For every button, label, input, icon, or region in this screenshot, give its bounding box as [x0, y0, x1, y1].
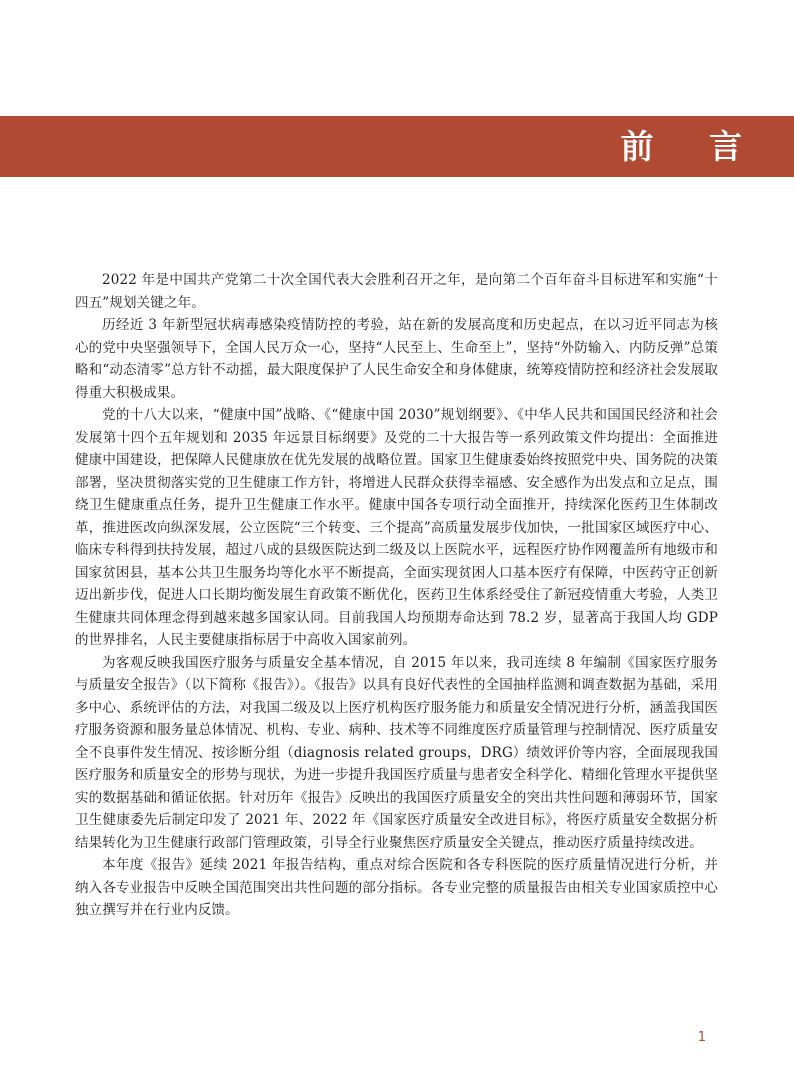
page-title: 前 言: [620, 127, 764, 166]
paragraph: 党的十八大以来，“健康中国”战略、《“健康中国 2030”规划纲要》、《中华人民共和国国民经济和社会发展第十四个五年规划和 2035 年远景目标纲要》及党的二十大报告等一系列政策文件均提出：全面推进健康中国建设，把保障人民健康放在优先发展的战略位置。国家卫生健康委始终按照党中央、国务院的决策部署，坚决贯彻落实党的卫生健康工作方针，将增进人民群众获得幸福感、安全感作为出发点和立足点，围绕卫生健康重点任务，提升卫生健康工作水平。健康中国各专项行动全面推开，持续深化医药卫生体制改革，推进医改向纵深发展，公立医院“三个转变、三个提高”高质量发展步伐加快，一批国家区域医疗中心、临床专科得到扶持发展，超过八成的县级医院达到二级及以上医院水平，远程医疗协作网覆盖所有地级市和国家贫困县，基本公共卫生服务均等化水平不断提高，全面实现贫困人口基本医疗有保障，中医药守正创新迈出新步伐，促进人口长期均衡发展生育政策不断优化，医药卫生体系经受住了新冠疫情重大考验，人类卫生健康共同体理念得到越来越多国家认同。目前我国人均预期寿命达到 78.2 岁，显著高于我国人均 GDP 的世界排名，人民主要健康指标居于中高收入国家前列。: [75, 407, 718, 648]
page-number: 1: [697, 1030, 706, 1045]
paragraph: 为客观反映我国医疗服务与质量安全基本情况，自 2015 年以来，我司连续 8 年编制《国家医疗服务与质量安全报告》（以下简称《报告》）。《报告》以具有良好代表性的全国抽样监测和调查数据为基础，采用多中心、系统评估的方法，对我国二级及以上医疗机构医疗服务能力和质量安全情况进行分析，涵盖我国医疗服务资源和服务量总体情况、机构、专业、病种、技术等不同维度医疗质量管理与控制情况、医疗质量安全不良事件发生情况、按诊断分组（diagnosis related groups，DRG）绩效评价等内容，全面展现我国医疗服务和质量安全的形势与现状，为进一步提升我国医疗质量与患者安全科学化、精细化管理水平提供坚实的数据基础和循证依据。针对历年《报告》反映出的我国医疗质量安全的突出共性问题和薄弱环节，国家卫生健康委先后制定印发了 2021 年、2022 年《国家医疗质量安全改进目标》，将医疗质量安全数据分析结果转化为卫生健康行政部门管理政策，引导全行业聚焦医疗质量安全关键点，推动医疗质量持续改进。: [75, 654, 718, 851]
preface-body: [75, 269, 718, 922]
paragraph: 2022 年是中国共产党第二十次全国代表大会胜利召开之年，是向第二个百年奋斗目标进军和实施“十四五”规划关键之年。: [75, 272, 718, 311]
paragraph: 本年度《报告》延续 2021 年报告结构，重点对综合医院和各专科医院的医疗质量情况进行分析，并纳入各专业报告中反映全国范围突出共性问题的部分指标。各专业完整的质量报告由相关专业国家质控中心独立撰写并在行业内反馈。: [75, 857, 718, 918]
title-banner: [0, 116, 794, 177]
paragraph: 历经近 3 年新型冠状病毒感染疫情防控的考验，站在新的发展高度和历史起点，在以习近平同志为核心的党中央坚强领导下，全国人民万众一心，坚持“人民至上、生命至上”，坚持“外防输入、内防反弹”总策略和“动态清零”总方针不动摇，最大限度保护了人民生命安全和身体健康，统筹疫情防控和经济社会发展取得重大积极成果。: [75, 317, 718, 401]
